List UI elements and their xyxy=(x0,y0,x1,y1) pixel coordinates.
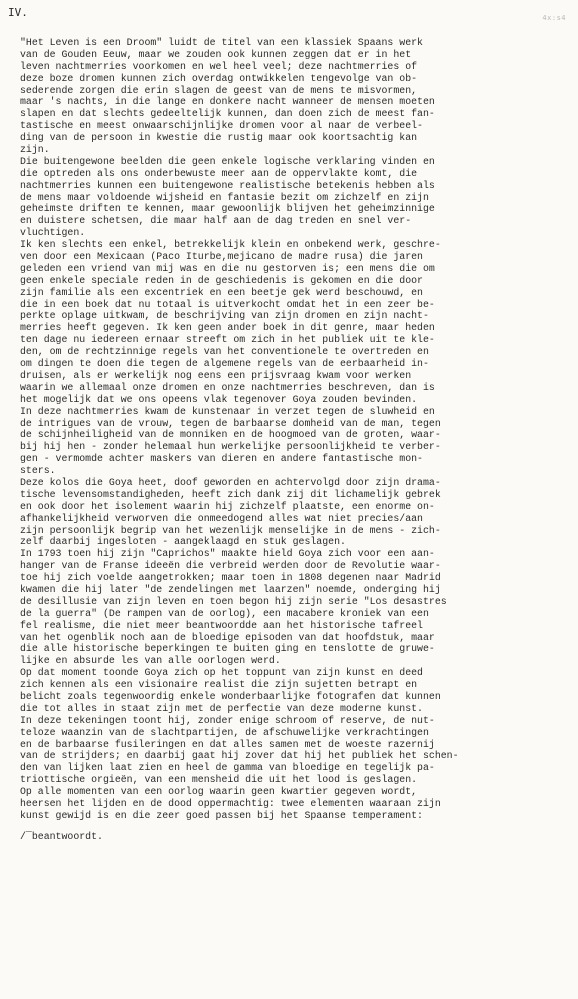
text-line: en de barbaarse fusileringen en dat alles samen met de woeste razernij xyxy=(20,738,435,750)
text-line: afhankelijkheid verworven die onmeedogend alles wat niet precies/aan xyxy=(20,512,423,524)
text-line: die alle historische beperkingen te buiten ging en tenslotte de gruwe- xyxy=(20,643,435,655)
text-line: triottische orgieën, van een mensheid die uit het lood is geslagen. xyxy=(20,774,418,786)
text-line: tische levensomstandigheden, heeft zich dank zij dit lichamelijk gebrek xyxy=(20,488,441,500)
text-line: maar 's nachts, in die lange en donkere nacht wanneer de mensen moeten xyxy=(20,96,435,108)
text-line: Op alle momenten van een oorlog waarin geen kwartier gegeven wordt, xyxy=(20,786,418,798)
text-line: teloze waanzin van de slachtpartijen, de afschuwelijke verkrachtingen xyxy=(20,726,429,738)
text-line: nachtmerries kunnen een buitengewone realistische betekenis hebben als xyxy=(20,179,435,191)
paragraph xyxy=(20,406,568,477)
text-line: In 1793 toen hij zijn "Caprichos" maakte hield Goya zich voor een aan- xyxy=(20,548,435,560)
text-line: geleden een vriend van mij was en die nu gestorven is; een mens die om xyxy=(20,262,435,274)
text-line: de schijnheiligheid van de monniken en de hoogmoed van de groten, waar- xyxy=(20,429,441,441)
text-line: Deze kolos die Goya heet, doof geworden en achtervolgd door zijn drama- xyxy=(20,476,441,488)
text-line: geheimste driften te kennen, maar gewoonlijk blijven het geheimzinnige xyxy=(20,203,435,215)
text-line: sters. xyxy=(20,465,56,477)
text-line: waarin we allemaal onze dromen en onze nachtmerries beschreven, dan is xyxy=(20,381,435,393)
text-line: druisen, als er werkelijk nog eens een prijsvraag kwam voor werken xyxy=(20,369,412,381)
text-line: ven door een Mexicaan (Paco Iturbe,mejicano de madre rusa) die jaren xyxy=(20,251,423,263)
text-line: de mens maar voldoende wijsheid en fantasie bezit om zichzelf en zijn xyxy=(20,191,429,203)
text-line: van de Gouden Eeuw, maar we zouden ook kunnen zeggen dat er in het xyxy=(20,48,412,60)
text-line: perkte oplage uitkwam, de beschrijving van zijn dromen en zijn nacht- xyxy=(20,310,429,322)
text-line: de la guerra" (De rampen van de oorlog), een macabere kroniek van een xyxy=(20,607,429,619)
text-line: die tot alles in staat zijn met de perfectie van deze moderne kunst. xyxy=(20,702,423,714)
paragraph xyxy=(20,786,568,822)
corner-pencil-mark: 4x:s4 xyxy=(542,14,566,22)
paragraph xyxy=(20,239,568,405)
text-line: hanger van de Franse ideeën die verbreid werden door de Revolutie waar- xyxy=(20,560,441,572)
text-line: toe hij zich voelde aangetrokken; maar toen in 1808 degenen naar Madrid xyxy=(20,572,441,584)
text-line: den, om de rechtzinnige regels van het conventionele te overtreden en xyxy=(20,346,429,358)
text-line: belicht zoals tegenwoordig enkele wonderbaarlijke fotografen dat kunnen xyxy=(20,690,441,702)
text-line: leven nachtmerries voorkomen en wel heel veel; deze nachtmerries of xyxy=(20,60,418,72)
text-line: den van lijken laat zien en heel de gamma van bloedige en tegelijk pa- xyxy=(20,762,435,774)
text-line: kunst gewijd is en die zeer goed passen bij het Spaanse temperament: xyxy=(20,809,423,821)
text-line: zijn familie als een excentriek en een beetje gek werd beschouwd, en xyxy=(20,286,423,298)
paragraph xyxy=(20,715,568,786)
text-line: geen enkele speciale reden in de geschiedenis is gekomen en die door xyxy=(20,274,423,286)
text-line: om dingen te doen die tegen de algemene regels van de eerbaarheid in- xyxy=(20,358,429,370)
paragraph xyxy=(20,156,568,239)
text-line: Die buitengewone beelden die geen enkele logische verklaring vinden en xyxy=(20,155,435,167)
text-line: zich kennen als een visionaire realist die zijn sujetten betrapt en xyxy=(20,679,418,691)
footnote: /¯beantwoordt. xyxy=(20,830,103,842)
text-line: die optreden als ons onderbewuste meer aan de oppervlakte komt, die xyxy=(20,167,418,179)
text-line: ding van de persoon in kwestie die rustig maar ook koortsachtig kan xyxy=(20,132,418,144)
text-line: merries heeft gegeven. Ik ken geen ander boek in dit genre, maar heden xyxy=(20,322,435,334)
text-line: ten dage nu iedereen ernaar streeft om zich in het publiek uit te kle- xyxy=(20,334,435,346)
body-text xyxy=(20,37,568,843)
text-line: sederende zorgen die erin slagen de geest van de mens te misvormen, xyxy=(20,84,418,96)
text-line: gen - vermomde achter maskers van dieren en andere fantastische mon- xyxy=(20,453,423,465)
paragraph xyxy=(20,548,568,667)
text-line: Ik ken slechts een enkel, betrekkelijk klein en onbekend werk, geschre- xyxy=(20,239,441,251)
text-line: het mogelijk dat we ons opeens vlak tegenover Goya zouden bevinden. xyxy=(20,393,418,405)
text-line: slapen en dat slechts gedeeltelijk kunnen, dan doen zich de meest fan- xyxy=(20,108,435,120)
text-line: Op dat moment toonde Goya zich op het toppunt van zijn kunst en deed xyxy=(20,667,423,679)
text-line: vluchtigen. xyxy=(20,227,86,239)
text-line: In deze tekeningen toont hij, zonder enige schroom of reserve, de nut- xyxy=(20,714,435,726)
text-line: lijke en absurde les van alle oorlogen werd. xyxy=(20,655,281,667)
text-line: zijn persoonlijk begrip van het wezenlijk menselijke in de mens - zich- xyxy=(20,524,441,536)
text-line: kwamen die hij later "de zendelingen met laarzen" noemde, onderging hij xyxy=(20,583,441,595)
spacer xyxy=(20,822,568,831)
paragraph xyxy=(20,477,568,548)
text-line: van de strijders; en daarbij gaat hij zover dat hij het publiek het schen- xyxy=(20,750,459,762)
text-line: deze boze dromen kunnen zich overdag ontwikkelen tengevolge van ob- xyxy=(20,72,418,84)
text-line: In deze nachtmerries kwam de kunstenaar in verzet tegen de sluwheid en xyxy=(20,405,435,417)
text-line: fel realisme, die niet meer beantwoordde aan het historische tafreel xyxy=(20,619,423,631)
text-line: heersen het lijden en de dood oppermachtig: twee elementen waaraan zijn xyxy=(20,798,441,809)
text-line: die in een boek dat nu totaal is uitverkocht omdat het in een zeer be- xyxy=(20,298,435,310)
text-line: "Het Leven is een Droom" luidt de titel van een klassiek Spaans werk xyxy=(20,37,423,48)
paragraph xyxy=(20,667,568,715)
text-line: van het ogenblik noch aan de bloedige episoden van dat hoofdstuk, maar xyxy=(20,631,435,643)
text-line: zijn. xyxy=(20,144,50,156)
text-line: bij hij hen - zonder helemaal hun werkelijke persoonlijkheid te verber- xyxy=(20,441,441,453)
text-line: zelf daarbij ingesloten - aangeklaagd en stuk geslagen. xyxy=(20,536,346,548)
page-number: IV. xyxy=(8,6,28,19)
paragraph xyxy=(20,37,568,156)
text-line: de desillusie van zijn leven en toen begon hij zijn serie "Los desastres xyxy=(20,595,447,607)
text-line: en ook door het isolement waarin hij zichzelf plaatste, een enorme on- xyxy=(20,500,435,512)
text-line: en duistere schetsen, die maar half aan de dag treden en snel ver- xyxy=(20,215,412,227)
text-line: tastische en meest onwaarschijnlijke dromen voor al naar de verbeel- xyxy=(20,120,423,132)
text-line: de intrigues van de vrouw, tegen de barbaarse domheid van de man, tegen xyxy=(20,417,441,429)
